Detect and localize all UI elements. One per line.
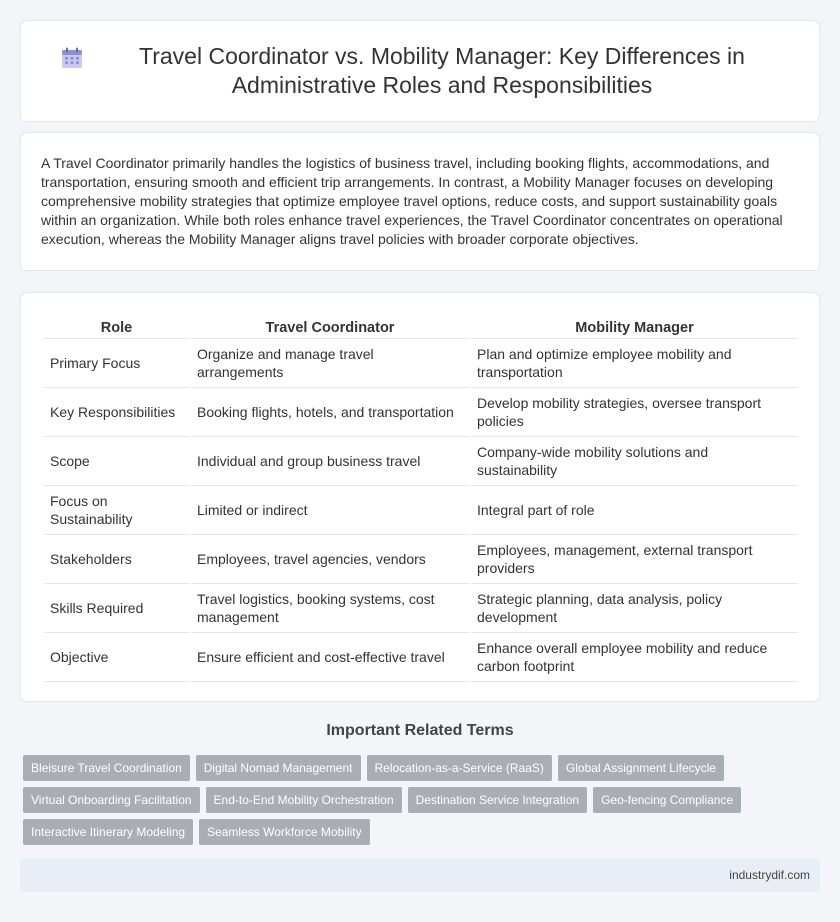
- related-terms-list: [23, 755, 823, 845]
- related-term-tag[interactable]: Geo-fencing Compliance: [593, 787, 741, 813]
- row-label: Skills Required: [44, 584, 189, 633]
- mobility-manager-cell: Develop mobility strategies, oversee transport policies: [471, 388, 798, 437]
- travel-coordinator-cell: Limited or indirect: [191, 486, 469, 535]
- comparison-table: [42, 313, 800, 682]
- table-row: [44, 535, 798, 584]
- table-row: [44, 584, 798, 633]
- title-card: [20, 20, 820, 122]
- mobility-manager-cell: Employees, management, external transport providers: [471, 535, 798, 584]
- related-term-tag[interactable]: Interactive Itinerary Modeling: [23, 819, 193, 845]
- travel-coordinator-cell: Travel logistics, booking systems, cost management: [191, 584, 469, 633]
- page-title: Travel Coordinator vs. Mobility Manager: Key Differences in Administrative Roles and Responsibilities: [139, 43, 745, 98]
- related-term-tag[interactable]: End-to-End Mobility Orchestration: [206, 787, 402, 813]
- row-label: Stakeholders: [44, 535, 189, 584]
- related-term-tag[interactable]: Destination Service Integration: [408, 787, 587, 813]
- travel-coordinator-cell: Individual and group business travel: [191, 437, 469, 486]
- travel-coordinator-cell: Organize and manage travel arrangements: [191, 339, 469, 388]
- related-term-tag[interactable]: Bleisure Travel Coordination: [23, 755, 190, 781]
- mobility-manager-cell: Plan and optimize employee mobility and transportation: [471, 339, 798, 388]
- related-term-tag[interactable]: Global Assignment Lifecycle: [558, 755, 724, 781]
- mobility-manager-cell: Company-wide mobility solutions and sustainability: [471, 437, 798, 486]
- calendar-icon: [61, 47, 83, 69]
- related-term-tag[interactable]: Virtual Onboarding Facilitation: [23, 787, 200, 813]
- intro-card: [20, 132, 820, 271]
- column-header-travel-coordinator: Travel Coordinator: [191, 313, 469, 339]
- intro-paragraph: A Travel Coordinator primarily handles the logistics of business travel, including booking flights, accommodations, and transportation, ensuring smooth and efficient trip arrangements. In contrast, a Mobility Manager focuses on developing comprehensive mobility strategies that optimize employee travel options, reduce costs, and support sustainability goals within an organization. While both roles enhance travel experiences, the Travel Coordinator concentrates on operational execution, whereas the Mobility Manager aligns travel policies with broader corporate objectives.: [41, 155, 783, 247]
- row-label: Scope: [44, 437, 189, 486]
- related-term-tag[interactable]: Relocation-as-a-Service (RaaS): [367, 755, 552, 781]
- table-row: [44, 633, 798, 682]
- table-row: [44, 388, 798, 437]
- row-label: Objective: [44, 633, 189, 682]
- table-row: [44, 486, 798, 535]
- related-term-tag[interactable]: Digital Nomad Management: [196, 755, 361, 781]
- related-terms-title: Important Related Terms: [326, 722, 514, 739]
- column-header-mobility-manager: Mobility Manager: [471, 313, 798, 339]
- related-term-tag[interactable]: Seamless Workforce Mobility: [199, 819, 370, 845]
- title-wrap: [61, 42, 779, 100]
- travel-coordinator-cell: Booking flights, hotels, and transportation: [191, 388, 469, 437]
- row-label: Primary Focus: [44, 339, 189, 388]
- column-header-role: Role: [44, 313, 189, 339]
- table-header-row: [44, 313, 798, 339]
- footer-site-link[interactable]: industrydif.com: [729, 868, 810, 882]
- row-label: Key Responsibilities: [44, 388, 189, 437]
- row-label: Focus on Sustainability: [44, 486, 189, 535]
- mobility-manager-cell: Integral part of role: [471, 486, 798, 535]
- travel-coordinator-cell: Employees, travel agencies, vendors: [191, 535, 469, 584]
- table-row: [44, 339, 798, 388]
- mobility-manager-cell: Strategic planning, data analysis, policy development: [471, 584, 798, 633]
- footer: [20, 858, 820, 892]
- travel-coordinator-cell: Ensure efficient and cost-effective travel: [191, 633, 469, 682]
- comparison-card: [20, 292, 820, 702]
- mobility-manager-cell: Enhance overall employee mobility and reduce carbon footprint: [471, 633, 798, 682]
- table-row: [44, 437, 798, 486]
